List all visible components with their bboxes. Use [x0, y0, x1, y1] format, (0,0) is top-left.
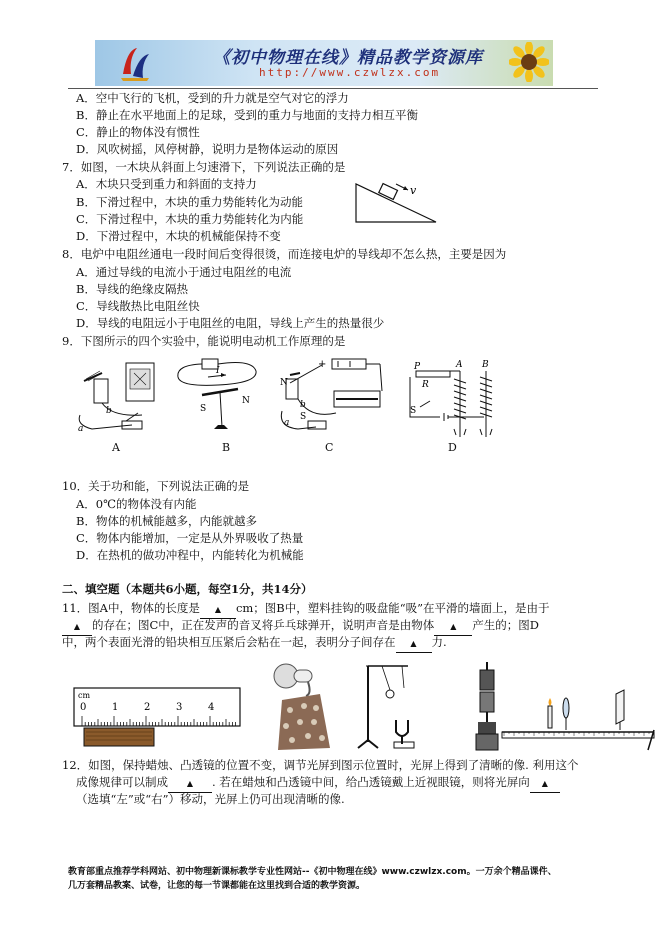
optical-bench-figure [500, 684, 660, 754]
q11-text-2b: 产生的；图D [472, 618, 540, 632]
q11-text-2a: 的存在；图C中，正在发声的音叉将乒乓球弹开，说明声音是由物体 [92, 618, 435, 632]
ruler-number-3: 3 [176, 702, 183, 713]
section-2-heading: 二、填空题（本题共6小题，每空1分，共14分） [62, 582, 313, 596]
suction-hook-figure [272, 660, 334, 752]
fig-a-letter-a: a [78, 424, 84, 434]
banner-url[interactable]: http://www.czwlzx.com [259, 66, 441, 79]
ruler-number-0: 0 [80, 702, 87, 713]
q9-label-c: C [325, 441, 334, 454]
sunflower-icon [509, 42, 549, 82]
q6-option-d: D．风吹树摇，风停树静，说明力是物体运动的原因 [76, 142, 339, 156]
q11-blank-1[interactable]: ▲ [200, 600, 236, 619]
tuning-fork-figure [352, 660, 434, 752]
q8-stem: 8．电炉中电阻丝通电一段时间后变得很烫，而连接电炉的导线却不怎么热，主要是因为 [62, 247, 507, 261]
q10-option-a: A．0℃的物体没有内能 [76, 497, 197, 511]
fig-c-north-label: N [280, 378, 288, 388]
lead-blocks-figure [470, 660, 504, 752]
fig-c-plus: + [318, 359, 327, 370]
q7-stem: 7．如图，一木块从斜面上匀速滑下，下列说法正确的是 [62, 160, 346, 174]
ruler-figure [72, 686, 244, 750]
q10-stem: 10．关于功和能，下列说法正确的是 [62, 479, 250, 493]
footer-line-2: 几万套精品教案、试卷，让您的每一节课都能在这里找到合适的教学资源。 [68, 881, 366, 891]
fig-c-south-label: S [300, 412, 307, 422]
q6-option-c: C．静止的物体没有惯性 [76, 125, 200, 139]
fig-b-north-label: N [242, 396, 250, 406]
q12-line-3: （选填“左”或“右”）移动，光屏上仍可出现清晰的像. [76, 792, 345, 806]
incline-figure [352, 172, 442, 228]
fig-d-p-label: P [414, 362, 421, 372]
q6-option-b: B．静止在水平地面上的足球，受到的重力与地面的支持力相互平衡 [76, 108, 418, 122]
fig-c-letter-a: a [284, 418, 290, 428]
q9-label-b: B [222, 441, 231, 454]
q8-option-b: B．导线的绝缘皮隔热 [76, 282, 188, 296]
q9-figure-d [400, 357, 510, 442]
q11-blank-4[interactable]: ▲ [396, 634, 432, 653]
ruler-number-1: 1 [112, 702, 119, 713]
q12-blank-1[interactable]: ▲ [168, 774, 212, 793]
q10-option-d: D．在热机的做功冲程中，内能转化为机械能 [76, 548, 304, 562]
ruler-number-2: 2 [144, 702, 151, 713]
q12-text-2a: 成像规律可以制成 [76, 775, 168, 789]
q11-text-3a: 中，两个表面光滑的铅块相互压紧后会粘在一起，表明分子间存在 [62, 635, 396, 649]
q9-figure-a [72, 355, 172, 440]
fig-c-letter-b: b [300, 400, 306, 410]
q7-option-c: C．下滑过程中，木块的重力势能转化为内能 [76, 212, 304, 226]
q9-label-d: D [448, 441, 457, 454]
q12-text-2b: . 若在蜡烛和凸透镜中间，给凸透镜戴上近视眼镜，则将光屏向 [212, 775, 530, 789]
footer-line-1: 教育部重点推荐学科网站、初中物理新课标教学专业性网站--《初中物理在线》www.czwlzx.com。一万余个精品课件、 [68, 867, 557, 877]
q9-label-a: A [112, 441, 120, 454]
site-logo-icon [117, 44, 153, 82]
velocity-label: v [410, 184, 417, 197]
q11-text-1a: 11．图A中，物体的长度是 [62, 601, 200, 615]
q11-text-1b: cm；图B中，塑料挂钩的吸盘能“吸”在平滑的墙面上，是由于 [235, 601, 550, 615]
q6-option-a: A．空中飞行的飞机，受到的升力就是空气对它的浮力 [76, 91, 349, 105]
fig-b-south-label: S [200, 404, 207, 414]
q11-blank-2[interactable]: ▲ [62, 617, 92, 636]
q10-option-c: C．物体内能增加，一定是从外界吸收了热量 [76, 531, 304, 545]
q11-line-3 [62, 634, 447, 653]
q8-option-d: D．导线的电阻远小于电阻丝的电阻，导线上产生的热量很少 [76, 316, 385, 330]
q7-option-b: B．下滑过程中，木块的重力势能转化为动能 [76, 195, 303, 209]
q11-text-3b: 力. [431, 635, 447, 649]
q7-option-d: D．下滑过程中，木块的机械能保持不变 [76, 229, 281, 243]
site-banner [95, 40, 553, 86]
q7-option-a: A．木块只受到重力和斜面的支持力 [76, 177, 257, 191]
q11-blank-3[interactable]: ▲ [434, 617, 472, 636]
fig-d-coil-b-label: B [482, 360, 489, 370]
q12-blank-2[interactable]: ▲ [530, 774, 560, 793]
q12-line-1: 12．如图，保持蜡烛、凸透镜的位置不变，调节光屏到图示位置时，光屏上得到了清晰的像. 利用这个 [62, 758, 579, 772]
header-divider [68, 88, 598, 89]
q9-stem: 9．下图所示的四个实验中，能说明电动机工作原理的是 [62, 334, 346, 348]
fig-d-switch-label: S [410, 406, 417, 416]
ruler-number-4: 4 [208, 702, 215, 713]
q9-figure-c [276, 355, 386, 440]
q8-option-c: C．导线散热比电阻丝快 [76, 299, 200, 313]
q8-option-a: A．通过导线的电流小于通过电阻丝的电流 [76, 265, 292, 279]
q9-figure-b [172, 355, 267, 440]
fig-d-coil-a-label: A [456, 360, 463, 370]
ruler-unit-label: cm [78, 691, 91, 700]
fig-d-r-label: R [422, 380, 429, 390]
fig-a-letter-b: b [106, 406, 112, 416]
q10-option-b: B．物体的机械能越多，内能就越多 [76, 514, 257, 528]
banner-title: 《初中物理在线》精品教学资源库 [213, 48, 483, 68]
fig-b-current-label: I [216, 366, 220, 376]
